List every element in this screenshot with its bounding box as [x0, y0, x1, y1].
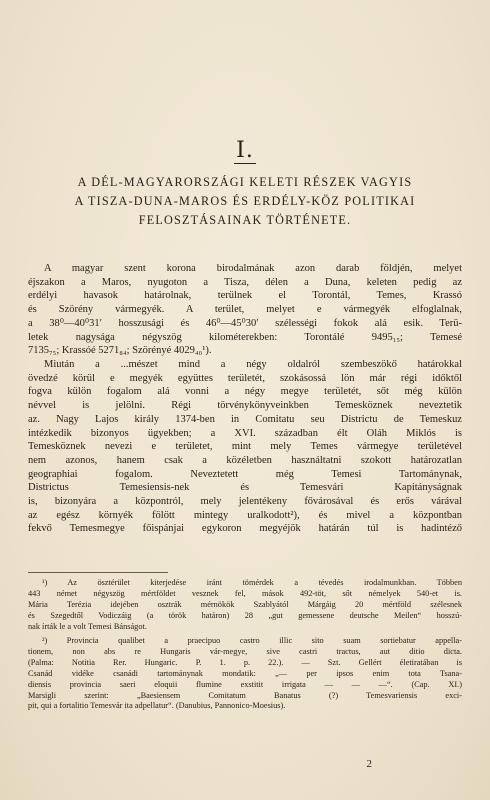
footnote-line: tionem, non abs re Hungaris vár-megye, sive castri tractus, aut ditio dicta.: [28, 646, 462, 656]
footnote-line: Csanád vidéke csanádi tartománynak mondatik: „— per ipsos enim tota Tsana-: [28, 668, 462, 678]
body-line: az. Nagy Lajos király 1374-ben in Comitatu seu Districtu de Temeskuz: [28, 413, 462, 425]
body-line: 7135₇₅; Krassóé 5271₈₄; Szörényé 4029₄₀¹).: [28, 345, 212, 357]
body-line: Miután a ...mészet mind a négy oldalról szembeszökő határokkal: [44, 359, 462, 370]
footnote-line: nak írták le a volt Temesi Bánságot.: [28, 621, 147, 631]
body-line: Districtus Temesiensis-nek és Temesvári Kapitányságnak: [28, 482, 462, 494]
body-line: Temesköznek nevezi e területet, mint mely Temes vármegye területével: [28, 441, 462, 453]
body-line: intézkedik bizonyos ügyekben; a XVI. században élt Oláh Miklós is: [28, 427, 462, 439]
footnote-line: és Szegedtől Vodiczáig (a török határon) 28 „gut gemessene deutsche Meilen“ hosszú-: [28, 610, 462, 620]
body-line: fekvő Temesmegye főispánjai egykoron megyéjök határán túl is hadintéző: [28, 523, 462, 535]
footnote-line: 443 német négyszög mértföldet vesznek fel, mások 492-töt, sőt némelyek 540-et is.: [28, 588, 462, 598]
footnote-line: (Palma: Notitia Rer. Hungaric. P. 1. p. 22.). — Szt. Gellért életiratában is: [28, 657, 462, 667]
chapter-title-line-1: A DÉL-MAGYARORSZÁGI KELETI RÉSZEK VAGYIS: [77, 175, 413, 189]
body-line: éjszakon a Maros, nyugoton a Tisza, délen a Duna, keleten pedig az: [28, 276, 462, 288]
body-line: a 38⁰—40⁰31′ hosszusági és 46⁰—45⁰30′ szélességi fokok alá esik. Terü-: [28, 317, 462, 329]
chapter-title-line-3: FELOSZTÁSAINAK TÖRTÉNETE.: [138, 213, 352, 227]
footnote-line: ²) Provincia qualibet a praecipuo castro illic sito suam sortiebatur appella-: [42, 636, 462, 645]
page-number: 2: [366, 758, 372, 770]
body-line: övedzé körül e megyék együttes területét, szokásossá lön már régi időktől: [28, 372, 462, 384]
body-line: geographiai fogalom. Neveztetett még Temesi Tartománynak,: [28, 468, 462, 480]
body-line: letek nagysága négyszög kilométerekben: Torontálé 9495₁₅; Temesé: [28, 331, 462, 343]
body-paragraph-2: [28, 358, 462, 536]
body-line: nem azonos, hanem csak a közéletben használtatni szokott határozatlan: [28, 454, 462, 466]
body-line: az egész környék fölött mintegy uralkodott²), és mivel a központban: [28, 509, 462, 521]
chapter-number: I.: [236, 138, 254, 163]
body-line: A magyar szent korona birodalmának azon darab földjén, melyet: [44, 263, 462, 274]
footnote-1: [28, 578, 462, 633]
footnote-2: [28, 636, 462, 712]
footnote-line: ¹) Az ösztérület kiterjedése iránt tömérdek a tévedés irodalmunkban. Többen: [42, 578, 462, 587]
body-line: is, bizonyára a központról, mely jelentékeny fővárosával és erős várával: [28, 496, 462, 508]
body-line: erdélyi havasok határolnak, terülnek el Torontál, Temes, Krassó: [28, 290, 462, 302]
body-line: névvel is jelölni. Régi törvénykönyveinkben Temesköznek neveztetik: [28, 400, 462, 412]
footnote-line: pit, qui a fortalitio Temesvár ita adpellatur“. (Danubius, Pannonico-Moesius).: [28, 701, 286, 711]
footnote-divider: [28, 572, 168, 573]
footnote-line: Mária Terézia idejében osztrák mérnökök Szablyától Márgáig 20 mértföld szélesnek: [28, 599, 462, 609]
body-line: fogva külön fogalom alá vonni a négy megye területét, sőt még külön: [28, 386, 462, 398]
footnote-line: Marsigli szerint: „Baesiensem Comitatum Banatus (?) Temesvariensis exci-: [28, 690, 462, 700]
chapter-title-line-2: A TISZA-DUNA-MAROS ÉS ERDÉLY-KÖZ POLITIKAI: [74, 194, 416, 208]
body-paragraph-1: [28, 262, 462, 358]
body-line: és Szörény vármegyék. A terület, melyet e vármegyék elfoglalnak,: [28, 304, 462, 316]
footnote-line: diensis provincia saeri eloquii flumine exstitit irrigata — — —“. (Cap. XI.): [28, 679, 462, 689]
